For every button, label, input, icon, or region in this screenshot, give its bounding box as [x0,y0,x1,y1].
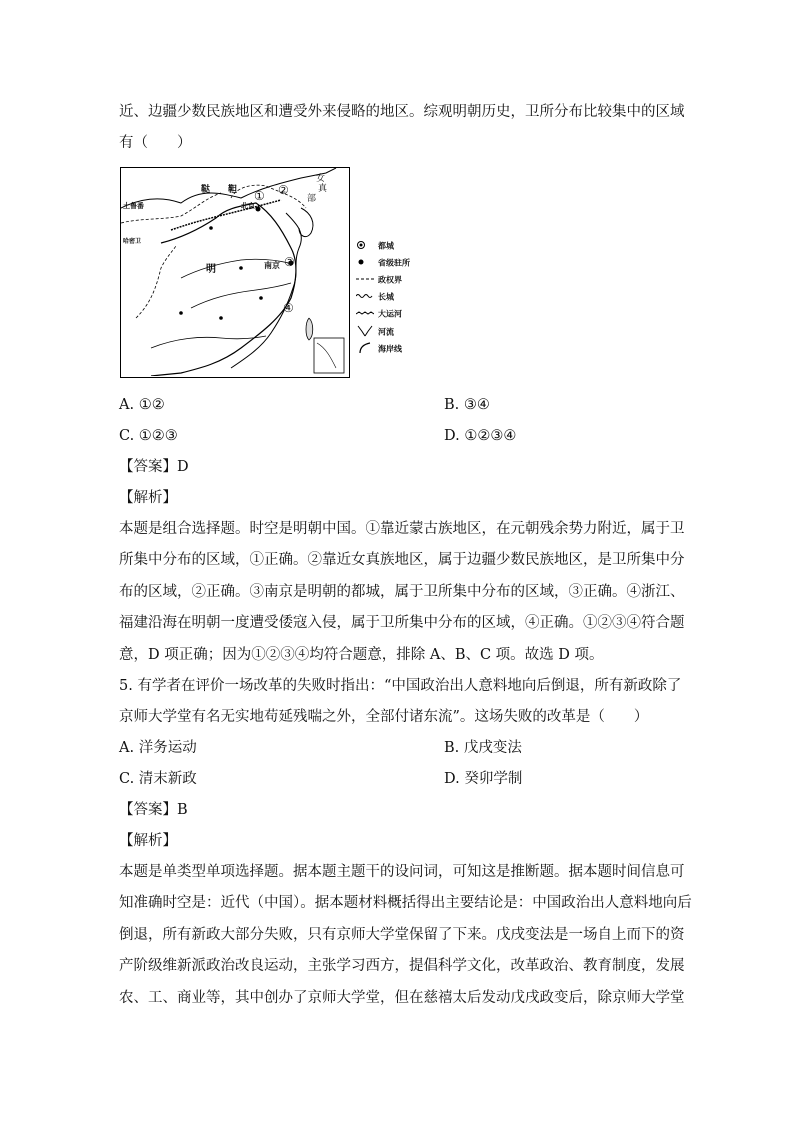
legend-item-capital: 都城 [356,240,394,252]
q4-option-b: B. ③④ [444,397,490,413]
q5-analysis-line-4: 产阶级维新派政治改良运动，主张学习西方，提倡科学文化，改革政治、教育制度，发展 [119,958,685,974]
map-label-tatar: 鞑 靼 [201,185,238,195]
q4-analysis-line-2: 所集中分布的区域，①正确。②靠近女真族地区，属于边疆少数民族地区，是卫所集中分 [119,552,685,568]
map-legend [356,240,456,380]
q5-option-c: C. 清末新政 [119,771,197,787]
border-line-icon [356,274,374,286]
legend-item-coastline: 海岸线 [356,342,402,356]
q4-analysis-line-5: 意，D 项正确；因为①②③④均符合题意，排除 A、B、C 项。故选 D 项。 [119,647,604,663]
map-marker-1: ① [254,189,265,203]
q5-analysis-line-5: 农、工、商业等，其中创办了京师大学堂，但在慈禧太后发动戊戌政变后，除京师大学堂 [119,990,685,1006]
q5-stem-line-2: 京师大学堂有名无实地苟延残喘之外，全部付诸东流”。这场失败的改革是（ ） [119,709,649,725]
ming-dynasty-map [120,167,350,378]
q5-option-a: A. 洋务运动 [119,740,197,756]
q4-analysis-line-4: 福建沿海在明朝一度遭受倭寇入侵，属于卫所集中分布的区域，④正确。①②③④符合题 [119,615,685,631]
q5-analysis-line-2: 知准确时空是：近代（中国）。据本题材料概括得出主要结论是：中国政治出人意料地向后 [119,895,692,911]
q4-answer: 【答案】D [119,459,189,475]
map-marker-2: ② [278,183,289,197]
map-label-beijing: 北京 [241,202,255,210]
river-icon [356,325,374,339]
intro-line-2: 有（ ） [119,135,192,151]
map-label-jurchen-2: 真 [318,184,328,194]
map-label-jurchen-3: 部 [307,194,317,204]
q4-analysis-line-1: 本题是组合选择题。时空是明朝中国。①靠近蒙古族地区，在元朝残余势力附近，属于卫 [119,521,685,537]
beijing-capital-dot [256,207,261,212]
map-label-jurchen-1: 女 [316,174,326,184]
coastline-icon [356,342,374,356]
q4-option-d: D. ①②③④ [444,428,517,444]
map-label-tulufan: 土鲁番 [123,202,144,210]
q5-option-b: B. 戊戌变法 [444,740,522,756]
q5-stem-line-1: 5. 有学者在评价一场改革的失败时指出：“中国政治出人意料地向后倒退，所有新政除了 [119,678,682,694]
map-label-ming: 明 [206,264,216,275]
provincial-seat-icon [356,257,374,269]
q5-option-d: D. 癸卯学制 [444,771,523,787]
q5-answer: 【答案】B [119,802,188,818]
map-label-nanjing: 南京 [264,261,280,270]
map-label-hami: 哈密卫 [123,238,142,245]
map-marker-3: ③ [284,255,295,269]
q5-analysis-line-1: 本题是单类型单项选择题。据本题主题干的设问词，可知这是推断题。据本题时间信息可 [119,864,685,880]
q4-analysis-line-3: 布的区域，②正确。③南京是明朝的都城，属于卫所集中分布的区域，③正确。④浙江、 [119,584,685,600]
great-wall-icon [356,291,374,303]
legend-item-grand-canal: 大运河 [356,308,402,320]
legend-item-great-wall: 长城 [356,291,394,303]
q4-option-c: C. ①②③ [119,428,178,444]
legend-item-border: 政权界 [356,274,402,286]
legend-item-provincial-seat: 省级驻所 [356,257,410,269]
q4-analysis-title: 【解析】 [119,490,177,506]
map-marker-4: ④ [283,301,294,315]
q5-analysis-title: 【解析】 [119,833,177,849]
q5-analysis-line-3: 倒退，所有新政大部分失败，只有京师大学堂保留了下来。戊戌变法是一场自上而下的资 [119,927,685,943]
grand-canal-icon [356,308,374,320]
intro-line-1: 近、边疆少数民族地区和遭受外来侵略的地区。综观明朝历史，卫所分布比较集中的区域 [119,104,685,120]
q4-option-a: A. ①② [119,397,165,413]
capital-icon [356,240,374,252]
legend-item-river: 河流 [356,325,394,339]
